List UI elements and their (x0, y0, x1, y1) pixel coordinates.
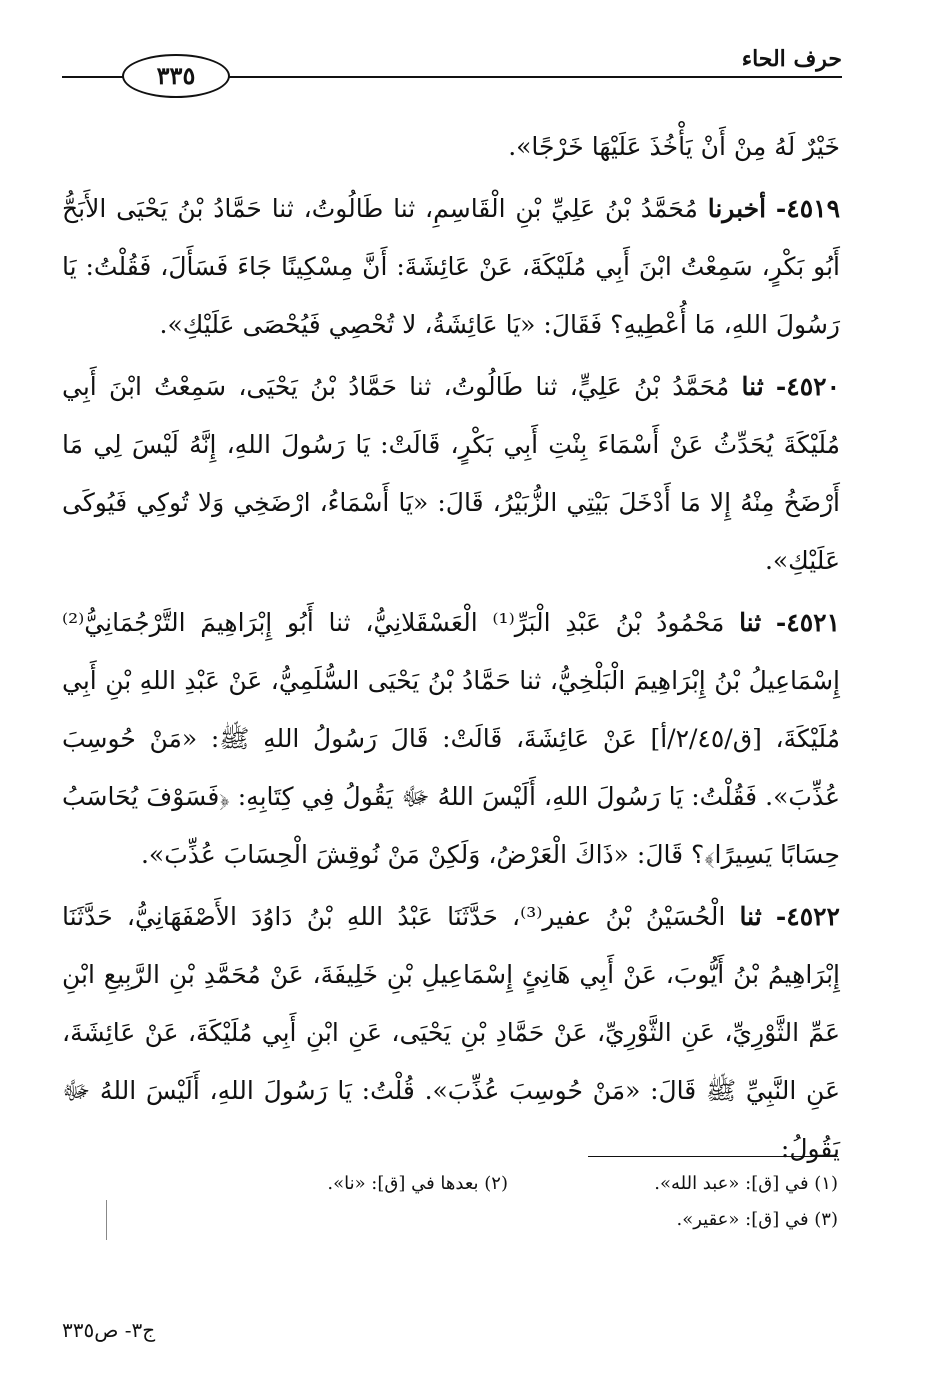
page-header (62, 40, 842, 90)
paragraph-text: خَيْرٌ لَهُ مِنْ أَنْ يَأْخُذَ عَلَيْهَا خَرْجًا». (508, 132, 840, 161)
hadith-lead: ثنا (741, 372, 764, 401)
running-title: حرف الحاء (741, 46, 842, 72)
hadith-text: الْحُسَيْنُ بْنُ عفير⁽³⁾، حَدَّثَنَا عَبْدُ اللهِ بْنُ دَاوُدَ الأَصْفَهَانِيُّ، حَدَّثَنَا إِبْرَاهِيمُ بْنُ أَيُّوبَ، عَنْ أَبِي هَانِئٍ إِسْمَاعِيلِ بْنِ خَلِيفَةَ، عَنْ مُحَمَّدِ بْنِ الرَّبِيعِ ابْنِ عَمِّ الثَّوْرِيِّ، عَنِ الثَّوْرِيِّ، عَنْ حَمَّادِ بْنِ يَحْيَى، عَنِ ابْنِ أَبِي مُلَيْكَةَ، عَنْ عَائِشَةَ، عَنِ النَّبِيِّ ﷺ قَالَ: «مَنْ حُوسِبَ عُذِّبَ». قُلْتُ: يَا رَسُولَ اللهِ، أَلَيْسَ اللهُ ﷻ يَقُولُ: (62, 902, 840, 1163)
hadith-text: مُحَمَّدُ بْنُ عَلِيِّ بْنِ الْقَاسِمِ، ثنا طَالُوتُ، ثنا حَمَّادُ بْنُ يَحْيَى الأَبَحُّ أَبُو بَكْرٍ، سَمِعْتُ ابْنَ أَبِي مُلَيْكَةَ، عَنْ عَائِشَةَ: أَنَّ مِسْكِينًا جَاءَ فَسَأَلَ، فَقُلْتُ: يَا رَسُولَ اللهِ، مَا أُعْطِيهِ؟ فَقَالَ: «يَا عَائِشَةُ، لا تُحْصِي فَيُحْصَى عَلَيْكِ». (62, 194, 840, 339)
footer-reference: ج٣- ص٣٣٥ (62, 1318, 156, 1342)
footnote-rule (588, 1156, 838, 1157)
footnote-row (110, 1202, 838, 1238)
hadith-lead: ثنا (739, 902, 762, 931)
hadith-number: ٤٥٢٠- (775, 372, 840, 401)
hadith-number: ٤٥٢١- (775, 608, 841, 637)
footnote-1: (١) في [ق]: «عبد الله». (654, 1173, 838, 1194)
hadith-number: ٤٥١٩- (775, 194, 840, 223)
hadith-4520 (62, 358, 840, 590)
hadith-number: ٤٥٢٢- (775, 902, 840, 931)
footnote-row (110, 1166, 838, 1202)
page-number: ٣٣٥ (122, 54, 230, 98)
hadith-4521 (62, 594, 840, 884)
footnote-3: (٣) في [ق]: «عقير». (676, 1209, 838, 1230)
footnotes (110, 1166, 838, 1238)
hadith-lead: أخبرنا (707, 194, 767, 223)
main-text (62, 118, 840, 1178)
hadith-text: مُحَمَّدُ بْنُ عَلِيٍّ، ثنا طَالُوتُ، ثنا حَمَّادُ بْنُ يَحْيَى، سَمِعْتُ ابْنَ أَبِي مُلَيْكَةَ يُحَدِّثُ عَنْ أَسْمَاءَ بِنْتِ أَبِي بَكْرٍ، قَالَتْ: يَا رَسُولَ اللهِ، إِنَّهُ لَيْسَ لِي مَا أَرْضَخُ مِنْهُ إِلا مَا أَدْخَلَ بَيْتِي الزُّبَيْرُ، قَالَ: «يَا أَسْمَاءُ، ارْضَخِي وَلا تُوكِي فَيُوكَى عَلَيْكِ». (62, 372, 840, 575)
hadith-4519 (62, 180, 840, 354)
footnote-2: (٢) بعدها في [ق]: «نا». (327, 1173, 508, 1194)
hadith-text: مَحْمُودُ بْنُ عَبْدِ الْبَرِّ⁽¹⁾ الْعَسْقَلانِيُّ، ثنا أَبُو إِبْرَاهِيمَ التَّرْجُمَانِيُّ⁽²⁾ إِسْمَاعِيلُ بْنُ إِبْرَاهِيمَ الْبَلْخِيُّ، ثنا حَمَّادُ بْنُ يَحْيَى السُّلَمِيُّ، عَنْ عَبْدِ اللهِ بْنِ أَبِي مُلَيْكَةَ، [ق/٢/٤٥/أ] عَنْ عَائِشَةَ، قَالَتْ: قَالَ رَسُولُ اللهِ ﷺ: «مَنْ حُوسِبَ عُذِّبَ». فَقُلْتُ: يَا رَسُولَ اللهِ، أَلَيْسَ اللهُ ﷻ يَقُولُ فِي كِتَابِهِ: ﴿فَسَوْفَ يُحَاسَبُ حِسَابًا يَسِيرًا﴾؟ قَالَ: «ذَاكَ الْعَرْضُ، وَلَكِنْ مَنْ نُوقِشَ الْحِسَابَ عُذِّبَ». (62, 608, 841, 869)
hadith-lead: ثنا (739, 608, 762, 637)
paragraph (62, 118, 840, 176)
margin-mark (106, 1200, 107, 1240)
hadith-4522 (62, 888, 840, 1178)
